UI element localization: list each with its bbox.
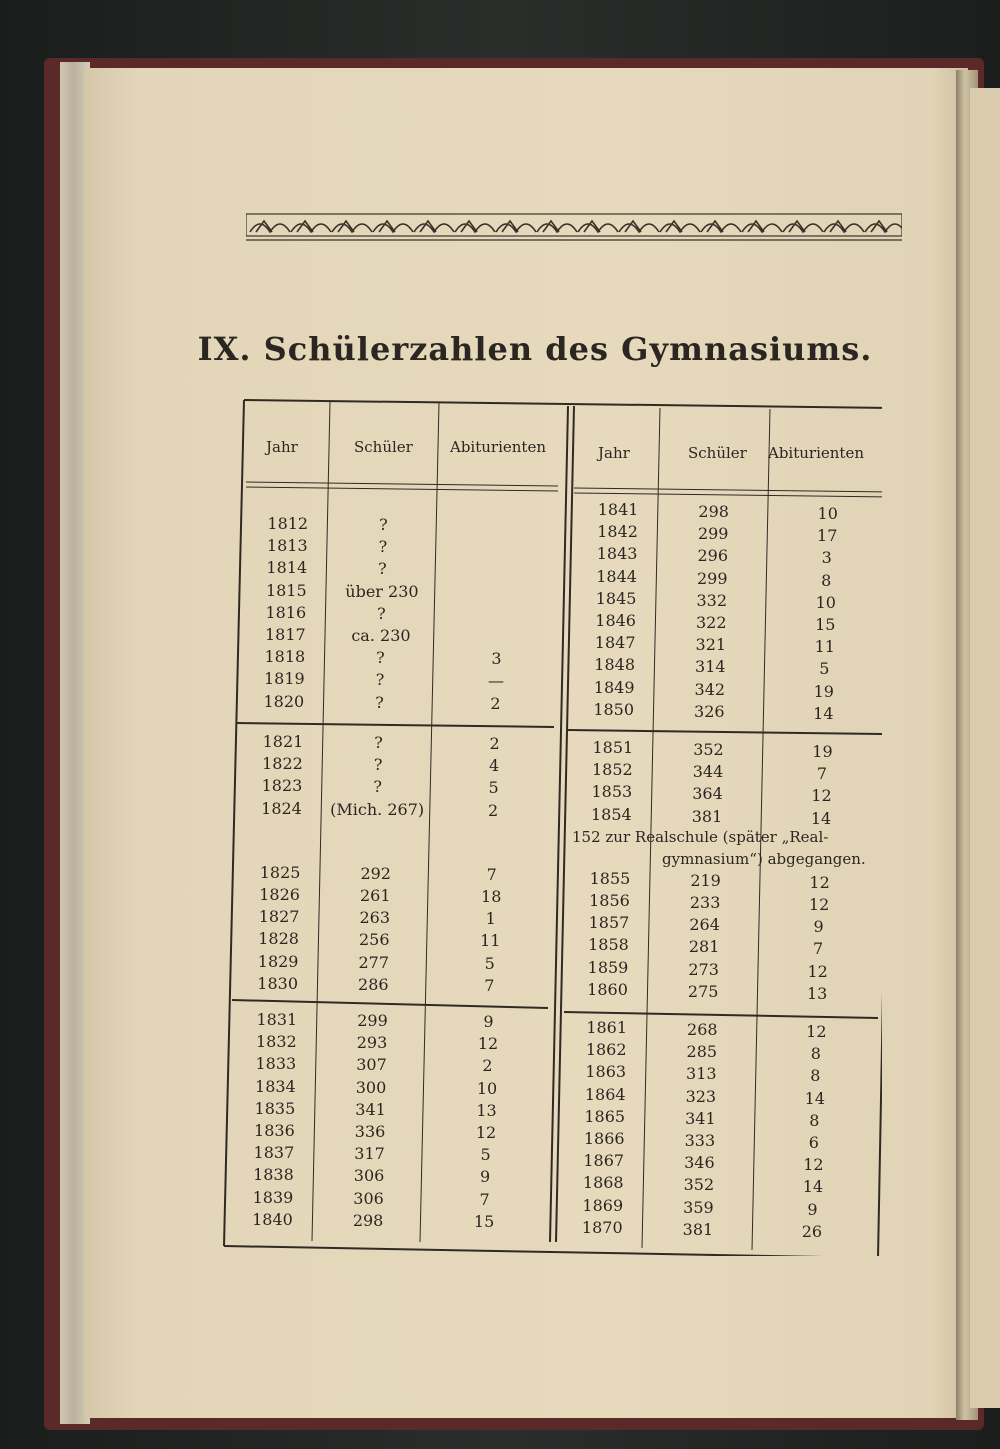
left-g2-r9-graduates: 15 bbox=[473, 1211, 495, 1231]
right-g1-r9-graduates: 13 bbox=[806, 983, 828, 1003]
right-g0-r3-year: 1844 bbox=[596, 566, 637, 586]
header-students-right: Schüler bbox=[688, 444, 747, 462]
left-g0-r4-year: 1816 bbox=[265, 602, 307, 622]
right-g0-r5-graduates: 15 bbox=[815, 615, 836, 634]
right-g1-r7-year: 1858 bbox=[588, 935, 629, 955]
right-g0-r4-year: 1845 bbox=[595, 588, 637, 608]
student-count-table bbox=[222, 396, 882, 1256]
right-g1-r6-students: 264 bbox=[689, 915, 720, 935]
left-g1-r9-graduates: 7 bbox=[484, 975, 495, 995]
right-g1-r3-students: 381 bbox=[691, 806, 723, 826]
right-g2-r0-graduates: 12 bbox=[806, 1022, 827, 1041]
right-g2-r5-year: 1866 bbox=[583, 1129, 625, 1148]
right-g2-r9-graduates: 26 bbox=[801, 1221, 823, 1241]
right-g2-r0-year: 1861 bbox=[586, 1018, 628, 1037]
left-g2-r9-students: 298 bbox=[352, 1210, 384, 1230]
left-g0-r8-graduates: 2 bbox=[490, 693, 501, 713]
left-g1-r0-year: 1821 bbox=[262, 732, 304, 751]
right-g1-r2-graduates: 12 bbox=[811, 786, 832, 806]
right-g0-r4-graduates: 10 bbox=[815, 592, 836, 612]
left-g2-r8-students: 306 bbox=[353, 1188, 384, 1208]
right-g2-r8-students: 359 bbox=[683, 1197, 714, 1217]
left-g2-r3-graduates: 10 bbox=[476, 1078, 498, 1098]
right-g0-r2-students: 296 bbox=[697, 546, 729, 566]
right-g0-r3-graduates: 8 bbox=[821, 570, 832, 590]
right-g0-r4-students: 332 bbox=[696, 590, 728, 610]
left-g1-r1-students: ? bbox=[373, 755, 383, 775]
right-g1-r7-graduates: 7 bbox=[813, 939, 824, 959]
left-g2-r5-students: 336 bbox=[354, 1122, 386, 1141]
left-g1-r8-students: 277 bbox=[358, 952, 390, 972]
right-g2-r4-students: 341 bbox=[685, 1108, 716, 1128]
left-g0-r1-students: ? bbox=[378, 537, 388, 557]
left-g1-r2-students: ? bbox=[373, 777, 382, 797]
realschule-note-line1: 152 zur Realschule (später „Real- bbox=[572, 828, 829, 846]
right-g2-r6-graduates: 12 bbox=[803, 1155, 824, 1175]
header-graduates-right: Abiturienten bbox=[768, 444, 864, 462]
left-g1-r2-year: 1823 bbox=[261, 776, 303, 796]
left-g2-r0-year: 1831 bbox=[256, 1010, 298, 1029]
right-g0-r6-students: 321 bbox=[695, 635, 727, 655]
left-g0-r5-students: ca. 230 bbox=[351, 626, 411, 645]
left-g1-r1-year: 1822 bbox=[262, 754, 303, 774]
facing-page-edge bbox=[970, 88, 1000, 1408]
right-g1-r4-graduates: 12 bbox=[809, 872, 830, 892]
left-g1-r5-graduates: 18 bbox=[481, 887, 502, 906]
right-g2-r5-students: 333 bbox=[684, 1131, 716, 1150]
right-g2-r3-year: 1864 bbox=[584, 1084, 626, 1104]
right-g1-r1-year: 1852 bbox=[591, 760, 633, 780]
right-g2-r8-year: 1869 bbox=[582, 1195, 624, 1215]
right-g0-r6-graduates: 11 bbox=[814, 637, 835, 657]
left-g0-r5-year: 1817 bbox=[264, 625, 306, 644]
left-g2-r8-year: 1839 bbox=[252, 1187, 294, 1207]
right-g1-r5-graduates: 12 bbox=[808, 895, 830, 914]
left-g1-r3-year: 1824 bbox=[261, 798, 302, 818]
left-g1-r3-students: (Mich. 267) bbox=[330, 799, 425, 819]
right-g2-r1-graduates: 8 bbox=[810, 1044, 821, 1064]
left-g2-r4-students: 341 bbox=[355, 1099, 386, 1119]
right-g1-r2-year: 1853 bbox=[591, 782, 633, 802]
right-g2-r2-graduates: 8 bbox=[810, 1066, 821, 1086]
left-g2-r7-graduates: 9 bbox=[479, 1167, 491, 1187]
right-g1-r0-graduates: 19 bbox=[812, 742, 833, 761]
left-g1-r9-students: 286 bbox=[358, 974, 389, 994]
right-g0-r9-students: 326 bbox=[694, 701, 725, 721]
right-g0-r0-year: 1841 bbox=[597, 500, 639, 519]
right-g1-r3-graduates: 14 bbox=[810, 808, 832, 828]
left-g2-r1-graduates: 12 bbox=[477, 1034, 499, 1054]
right-g2-r7-year: 1868 bbox=[582, 1173, 624, 1193]
left-g0-r2-year: 1814 bbox=[266, 558, 308, 578]
right-g1-r4-students: 219 bbox=[690, 870, 721, 890]
right-g0-r1-year: 1842 bbox=[597, 522, 638, 542]
right-g0-r6-year: 1847 bbox=[594, 633, 636, 653]
right-g1-r6-graduates: 9 bbox=[813, 917, 824, 937]
right-g2-r0-students: 268 bbox=[687, 1020, 718, 1039]
left-g1-r0-graduates: 2 bbox=[489, 734, 500, 753]
left-g2-r6-graduates: 5 bbox=[480, 1145, 491, 1165]
left-g0-r4-students: ? bbox=[377, 603, 386, 623]
right-g0-r7-year: 1848 bbox=[594, 655, 635, 675]
right-g1-r1-students: 344 bbox=[692, 762, 724, 782]
left-g1-r6-graduates: 1 bbox=[485, 909, 496, 929]
left-g2-r6-year: 1837 bbox=[253, 1143, 295, 1163]
right-g0-r9-year: 1850 bbox=[593, 699, 635, 719]
right-g0-r2-year: 1843 bbox=[596, 544, 638, 564]
left-g1-r8-year: 1829 bbox=[257, 951, 299, 971]
left-g0-r7-graduates: — bbox=[487, 671, 504, 691]
right-g1-r5-year: 1856 bbox=[589, 891, 630, 910]
right-g1-r6-year: 1857 bbox=[588, 913, 630, 933]
right-g1-r9-students: 275 bbox=[687, 981, 719, 1001]
right-g0-r0-students: 298 bbox=[698, 502, 729, 521]
right-g1-r2-students: 364 bbox=[692, 784, 723, 804]
left-g2-r5-graduates: 12 bbox=[475, 1123, 497, 1142]
right-g0-r5-students: 322 bbox=[695, 613, 727, 632]
left-g0-r7-year: 1819 bbox=[263, 669, 305, 689]
left-g2-r2-students: 307 bbox=[356, 1055, 387, 1075]
left-g0-r6-graduates: 3 bbox=[491, 649, 502, 669]
left-g2-r7-students: 306 bbox=[353, 1166, 385, 1186]
right-g1-r0-students: 352 bbox=[693, 740, 724, 759]
left-g1-r2-graduates: 5 bbox=[488, 778, 499, 798]
right-g1-r0-year: 1851 bbox=[592, 738, 634, 757]
right-g0-r0-graduates: 10 bbox=[817, 504, 838, 523]
left-g2-r8-graduates: 7 bbox=[479, 1189, 490, 1209]
left-g1-r0-students: ? bbox=[374, 733, 383, 752]
left-g2-r0-students: 299 bbox=[357, 1011, 388, 1030]
left-g2-r4-graduates: 13 bbox=[476, 1100, 497, 1120]
left-g1-r4-students: 292 bbox=[360, 863, 391, 883]
left-g2-r0-graduates: 9 bbox=[483, 1012, 494, 1031]
right-g1-r7-students: 281 bbox=[688, 937, 720, 957]
right-g2-r4-graduates: 8 bbox=[809, 1110, 820, 1130]
header-graduates-left: Abiturienten bbox=[450, 438, 546, 456]
right-g2-r9-students: 381 bbox=[682, 1219, 714, 1239]
left-g1-r7-students: 256 bbox=[358, 930, 390, 950]
header-year-left: Jahr bbox=[266, 438, 298, 456]
right-g1-r8-students: 273 bbox=[688, 959, 719, 979]
left-g0-r3-students: über 230 bbox=[345, 581, 419, 601]
left-g1-r4-graduates: 7 bbox=[486, 864, 497, 884]
left-g2-r9-year: 1840 bbox=[252, 1209, 293, 1229]
left-g0-r2-students: ? bbox=[378, 559, 387, 579]
right-g2-r8-graduates: 9 bbox=[807, 1199, 818, 1219]
header-students-left: Schüler bbox=[354, 438, 413, 456]
left-g0-r8-students: ? bbox=[375, 692, 384, 712]
right-g2-r3-students: 323 bbox=[685, 1086, 717, 1106]
right-g2-r6-year: 1867 bbox=[583, 1151, 625, 1171]
left-g1-r7-year: 1828 bbox=[258, 929, 299, 949]
right-g0-r1-graduates: 17 bbox=[817, 526, 838, 546]
right-g2-r9-year: 1870 bbox=[581, 1217, 623, 1237]
left-g2-r2-year: 1833 bbox=[255, 1054, 297, 1074]
left-g0-r0-year: 1812 bbox=[267, 514, 309, 533]
right-g1-r8-year: 1859 bbox=[587, 957, 629, 977]
page-title: IX. Schülerzahlen des Gymnasiums. bbox=[197, 330, 873, 368]
left-g0-r1-year: 1813 bbox=[266, 536, 308, 556]
left-g0-r6-year: 1818 bbox=[264, 647, 306, 667]
left-g1-r7-graduates: 11 bbox=[480, 931, 501, 951]
left-g0-r7-students: ? bbox=[375, 670, 385, 690]
right-g0-r2-graduates: 3 bbox=[821, 548, 832, 568]
left-g2-r3-students: 300 bbox=[355, 1077, 387, 1097]
left-g0-r6-students: ? bbox=[376, 648, 385, 668]
right-g0-r7-graduates: 5 bbox=[819, 659, 830, 679]
right-g2-r1-students: 285 bbox=[686, 1042, 718, 1062]
right-g2-r2-students: 313 bbox=[686, 1064, 717, 1084]
left-g2-r6-students: 317 bbox=[354, 1144, 385, 1164]
right-g1-r3-year: 1854 bbox=[591, 804, 632, 824]
left-g2-r1-students: 293 bbox=[356, 1033, 388, 1053]
right-g2-r1-year: 1862 bbox=[585, 1040, 627, 1060]
left-g1-r3-graduates: 2 bbox=[488, 800, 499, 820]
right-g2-r2-year: 1863 bbox=[585, 1062, 627, 1082]
right-g2-r4-year: 1865 bbox=[584, 1106, 626, 1126]
left-g2-r7-year: 1838 bbox=[253, 1165, 294, 1185]
right-g2-r7-graduates: 14 bbox=[802, 1177, 824, 1197]
right-g0-r9-graduates: 14 bbox=[813, 703, 834, 723]
right-g0-r7-students: 314 bbox=[695, 657, 726, 677]
right-g2-r5-graduates: 6 bbox=[808, 1133, 819, 1152]
right-g0-r1-students: 299 bbox=[697, 524, 729, 544]
decorative-border-ornament bbox=[246, 212, 902, 242]
left-g2-r1-year: 1832 bbox=[256, 1032, 297, 1052]
left-g2-r3-year: 1834 bbox=[255, 1076, 296, 1096]
left-g2-r2-graduates: 2 bbox=[482, 1056, 493, 1076]
left-g1-r1-graduates: 4 bbox=[489, 756, 500, 776]
left-g1-r6-year: 1827 bbox=[258, 907, 300, 927]
right-g0-r8-year: 1849 bbox=[593, 677, 635, 697]
right-g1-r4-year: 1855 bbox=[589, 868, 631, 888]
right-g0-r8-students: 342 bbox=[694, 679, 726, 699]
header-year-right: Jahr bbox=[598, 444, 630, 462]
realschule-note-line2: gymnasium“) abgegangen. bbox=[662, 850, 866, 868]
left-g0-r3-year: 1815 bbox=[265, 580, 307, 600]
left-g2-r5-year: 1836 bbox=[254, 1121, 295, 1140]
left-g2-r4-year: 1835 bbox=[254, 1098, 296, 1118]
table-rules bbox=[222, 396, 882, 1256]
left-g1-r8-graduates: 5 bbox=[484, 953, 495, 973]
right-g0-r3-students: 299 bbox=[696, 568, 728, 588]
right-g1-r8-graduates: 12 bbox=[807, 961, 828, 981]
right-g1-r9-year: 1860 bbox=[587, 979, 628, 999]
right-g2-r3-graduates: 14 bbox=[804, 1088, 826, 1108]
right-g2-r7-students: 352 bbox=[683, 1175, 715, 1195]
right-g2-r6-students: 346 bbox=[684, 1153, 715, 1173]
right-g1-r1-graduates: 7 bbox=[816, 764, 828, 784]
right-g0-r5-year: 1846 bbox=[595, 611, 636, 630]
left-g1-r5-year: 1826 bbox=[259, 885, 300, 904]
left-g1-r9-year: 1830 bbox=[257, 973, 298, 993]
right-g0-r8-graduates: 19 bbox=[813, 681, 834, 701]
left-g1-r6-students: 263 bbox=[359, 908, 391, 928]
left-g1-r4-year: 1825 bbox=[259, 862, 301, 882]
right-g1-r5-students: 233 bbox=[689, 893, 721, 912]
left-g0-r8-year: 1820 bbox=[263, 691, 305, 711]
left-g1-r5-students: 261 bbox=[359, 886, 391, 905]
left-g0-r0-students: ? bbox=[379, 515, 388, 534]
